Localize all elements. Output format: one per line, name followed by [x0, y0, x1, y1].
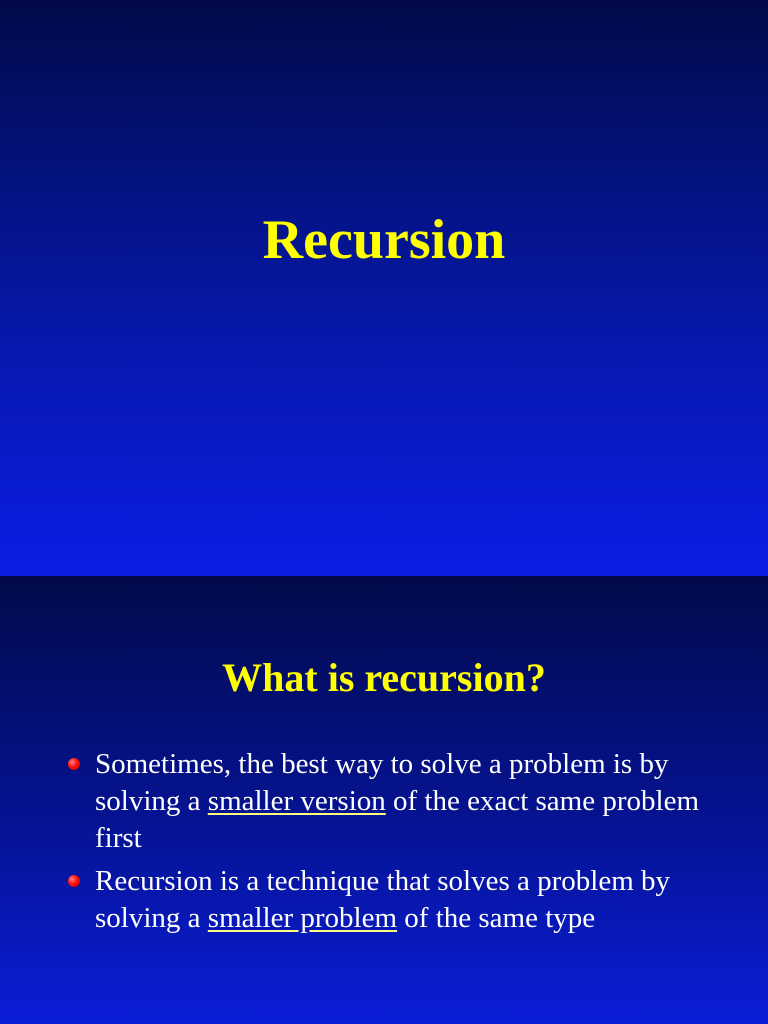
bullet-item [64, 746, 734, 857]
bullet-text: of the same type [397, 902, 596, 934]
bullet-emphasis: smaller version [207, 785, 386, 817]
slide-what-is-recursion [0, 576, 768, 1024]
bullet-text: Sometimes, the best way to solve a problem is by solving a [95, 748, 669, 817]
slide-heading: What is recursion? [222, 655, 546, 700]
bullet-emphasis: smaller problem [207, 902, 398, 934]
slide-title: Recursion [262, 209, 506, 271]
bullet-list [64, 746, 734, 943]
bullet-text: of the exact same problem first [95, 785, 700, 854]
bullet-dot-icon [68, 875, 80, 887]
bullet-item [64, 863, 734, 937]
bullet-text: Recursion is a technique that solves a problem by solving a [95, 865, 671, 934]
bullet-dot-icon [68, 758, 80, 770]
